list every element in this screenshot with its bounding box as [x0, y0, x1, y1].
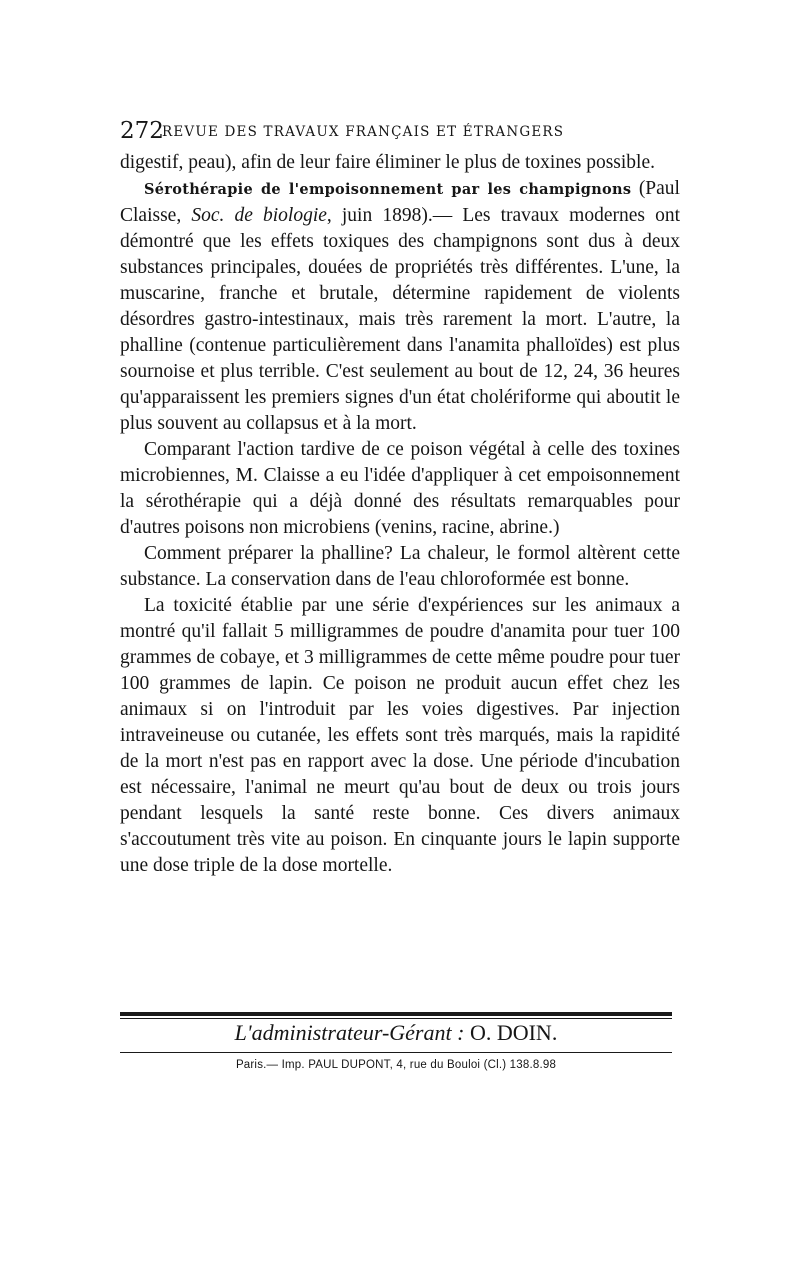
footer-rule-thick — [120, 1012, 672, 1016]
paragraph-2: Comparant l'action tardive de ce poison végétal à celle des toxines microbiennes, M. Claisse a eu l'idée d'appliquer à cet empoisonnement la sérothérapie qui a déjà donné des résultats remarquables pour d'autres poisons non microbiens (venins, racine, abrine.) — [120, 439, 680, 538]
signature-line — [120, 1020, 672, 1046]
page-number: 272 — [120, 118, 164, 144]
continuation-paragraph: digestif, peau), afin de leur faire éliminer le plus de toxines possible. — [120, 152, 656, 173]
page-header — [120, 118, 680, 148]
section-paragraph-text: Les travaux modernes ont démontré que les effets toxiques des champignons sont dus à deux substances principales, douées de propriétés très différentes. L'une, la muscarine, franche et brutale, détermine rapidement de violents désordres gastro-intestinaux, mais très rarement la mort. L'autre, la phalline (contenue particulièrement dans l'anamita phalloïdes) est plus sournoise et plus terrible. C'est seulement au bout de 12, 24, 36 heures qu'apparaissent les premiers signes d'un état cholériforme qui aboutit le plus souvent au collapsus et à la mort. — [120, 205, 680, 434]
section-citation-open: (Paul Claisse, — [120, 178, 680, 226]
section-title: Sérothérapie de l'empoisonnement par les champignons — [144, 181, 632, 198]
article-body — [120, 150, 680, 879]
section-citation-close: , juin 1898).— — [326, 205, 463, 226]
paragraph-4: La toxicité établie par une série d'expériences sur les animaux a montré qu'il fallait 5 milligrammes de poudre d'anamita pour tuer 100 grammes de cobaye, et 3 milligrammes de cette même poudre pour tuer 100 grammes de lapin. Ce poison ne produit aucun effet chez les animaux si on l'introduit par les voies digestives. Par injection intraveineuse ou cutanée, les effets sont très marqués, mais la rapidité de la mort n'est pas en rapport avec la dose. Une période d'incubation est nécessaire, l'animal ne meurt qu'au bout de deux ou trois jours pendant lesquels la santé reste bonne. Ces divers animaux s'accoutument très vite au poison. En cinquante jours le lapin supporte une dose triple de la dose mortelle. — [120, 595, 680, 876]
section-paragraph — [120, 176, 680, 437]
signature-name: O. DOIN. — [469, 1020, 558, 1045]
section-citation-journal: Soc. de biologie — [191, 205, 327, 226]
paragraph-3: Comment préparer la phalline? La chaleur, le formol altèrent cette substance. La conservation dans de l'eau chloroformée est bonne. — [120, 543, 680, 590]
running-title: REVUE DES TRAVAUX FRANÇAIS ET ÉTRANGERS — [162, 124, 565, 140]
footer-rule-bottom — [120, 1052, 672, 1053]
signature-label: L'administrateur-Gérant : — [234, 1020, 470, 1045]
footer-rule-thin — [120, 1018, 672, 1019]
printer-imprint: Paris.— Imp. PAUL DUPONT, 4, rue du Bouloi (Cl.) 138.8.98 — [235, 1059, 557, 1071]
